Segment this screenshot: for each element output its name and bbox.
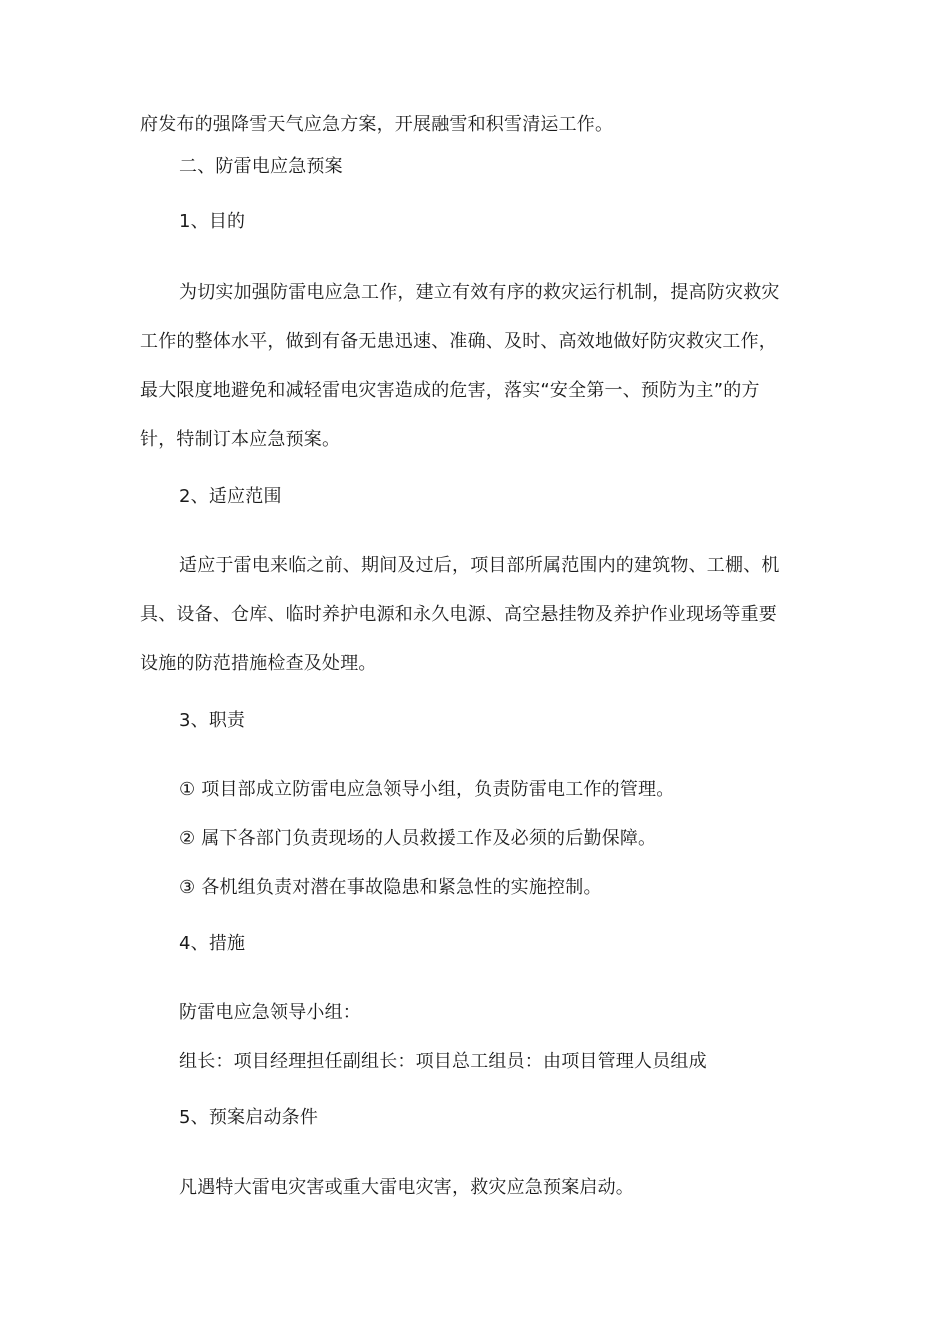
purpose-paragraph-line: 工作的整体水平，做到有备无患迅速、准确、及时、高效地做好防灾救灾工作， <box>140 331 777 352</box>
scope-paragraph-line: 适应于雷电来临之前、期间及过后，项目部所属范围内的建筑物、工棚、机 <box>179 555 780 576</box>
scope-paragraph-line: 设施的防范措施检查及处理。 <box>140 653 377 674</box>
team-label: 防雷电应急领导小组： <box>179 1002 361 1023</box>
duties-heading: 3、职责 <box>179 710 246 731</box>
team-members: 组长：项目经理担任副组长：项目总工组员：由项目管理人员组成 <box>179 1051 707 1072</box>
purpose-heading: 1、目的 <box>179 211 246 232</box>
trigger-text: 凡遇特大雷电灾害或重大雷电灾害，救灾应急预案启动。 <box>179 1177 634 1198</box>
scope-paragraph-line: 具、设备、仓库、临时养护电源和永久电源、高空悬挂物及养护作业现场等重要 <box>140 604 777 625</box>
purpose-paragraph-line: 最大限度地避免和减轻雷电灾害造成的危害，落实“安全第一、预防为主”的方 <box>140 380 760 401</box>
duty-point: ① 项目部成立防雷电应急领导小组，负责防雷电工作的管理。 <box>179 779 675 800</box>
duty-point: ② 属下各部门负责现场的人员救援工作及必须的后勤保障。 <box>179 828 657 849</box>
section-title: 二、防雷电应急预案 <box>179 156 343 177</box>
duty-point: ③ 各机组负责对潜在事故隐患和紧急性的实施控制。 <box>179 877 602 898</box>
purpose-paragraph-line: 针，特制订本应急预案。 <box>140 429 341 450</box>
scope-heading: 2、适应范围 <box>179 486 282 507</box>
trigger-heading: 5、预案启动条件 <box>179 1107 319 1128</box>
purpose-paragraph-line: 为切实加强防雷电应急工作，建立有效有序的救灾运行机制，提高防灾救灾 <box>179 282 780 303</box>
continuation-line: 府发布的强降雪天气应急方案，开展融雪和积雪清运工作。 <box>140 114 614 135</box>
measures-heading: 4、措施 <box>179 933 246 954</box>
